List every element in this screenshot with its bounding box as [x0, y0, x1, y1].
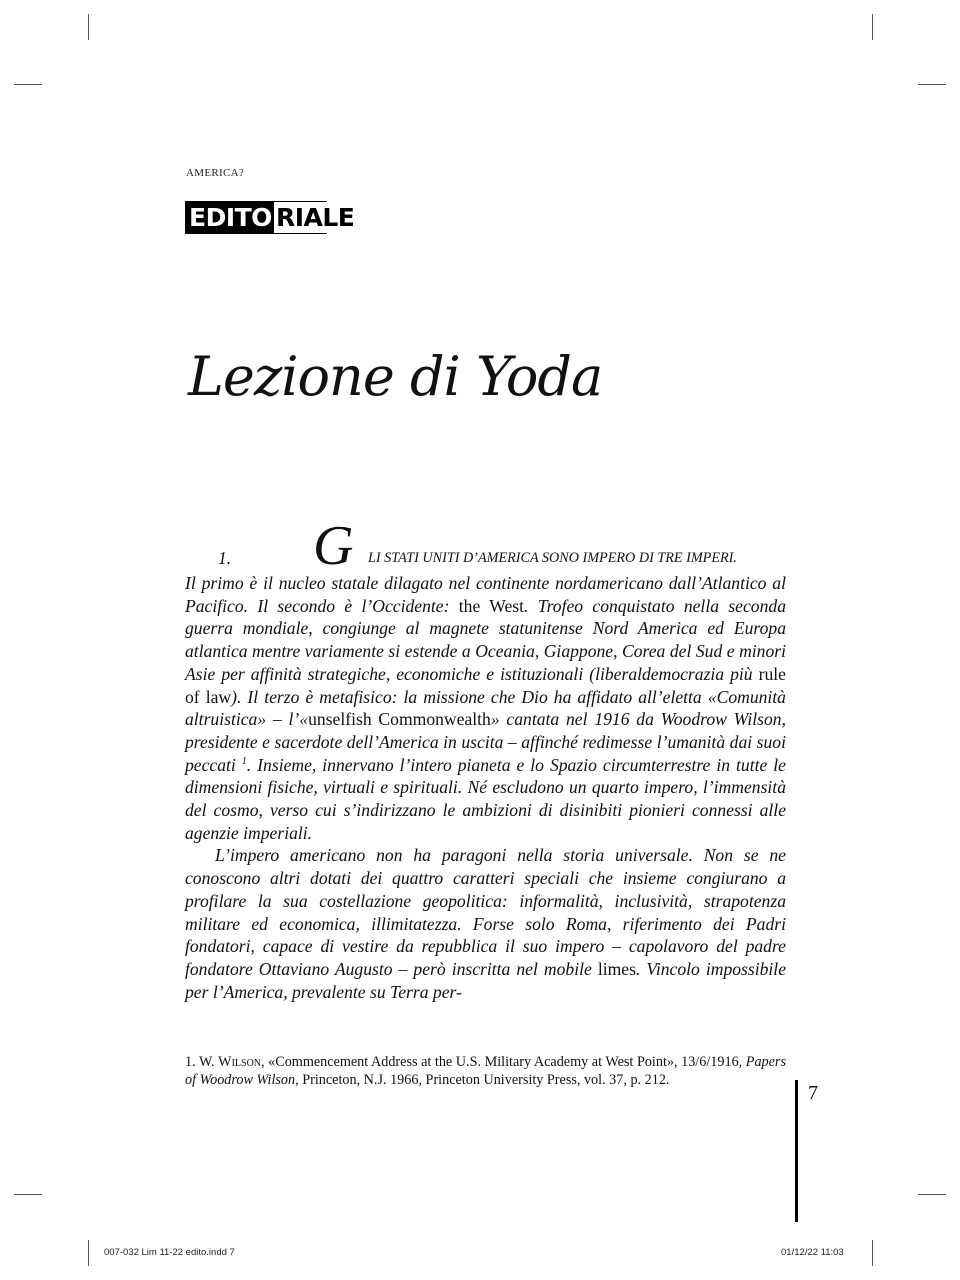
crop-mark [918, 1194, 946, 1195]
p2-text-1: L’impero americano non ha paragoni nella storia universale. Non se ne conoscono altri dotati dei quattro caratteri speciali che insieme congiurano a profilare la sua costellazione geopolitica: informalità, inclusività, strapotenza militare ed economica, illimitatezza. Forse solo Roma, riferimento dei Padri fondatori, capace di vestire da repubblica il suo impero – capolavoro del padre fondatore Ottaviano Augusto – però inscritta nel mobile [185, 845, 786, 979]
footnote-work: Papers of Woodrow Wilson [185, 1054, 786, 1088]
p1-text-4: » cantata nel 1916 da Woodrow Wilson, presidente e sacerdote dell’America in uscita – affinché redimesse l’umanità dai suoi peccati [185, 709, 786, 775]
article-body [185, 512, 786, 1003]
footnote-lead: 1. W. [185, 1054, 219, 1070]
article-title: Lezione di Yoda [188, 345, 603, 408]
editoriale-logo [185, 201, 355, 234]
opening-line [185, 512, 786, 577]
section-number: 1. [218, 548, 232, 569]
logo-light-part: RIALE [275, 203, 355, 232]
crop-mark [14, 1194, 42, 1195]
page-number-rule [795, 1080, 798, 1222]
footnote-text-2: , Princeton, N.J. 1966, Princeton University Press, vol. 37, p. 212. [295, 1071, 670, 1088]
p2-text-2: . Vincolo impossibile per l’America, prevalente su Terra per- [185, 958, 787, 1002]
p2-roman-1: limes [597, 958, 636, 979]
crop-mark [88, 14, 89, 40]
p1-roman-3: unselfish Commonwealth [308, 709, 491, 730]
drop-cap: G [313, 515, 354, 577]
p1-text-2: . Trofeo conquistato nella seconda guerra mondiale, congiunge al magnete statunitense Nord America ed Europa atlantica mentre variamente si estende a Oceania, Giappone, Corea del Sud e minori Asie per affinità strategiche, economiche e istituzionali (liberaldemocrazia più [185, 595, 786, 684]
opening-caps: LI STATI UNITI D’AMERICA SONO IMPERO DI TRE IMPERI. [368, 550, 737, 567]
footnote-ref[interactable]: 1 [241, 755, 247, 767]
page-number: 7 [808, 1082, 818, 1104]
running-head: AMERICA? [186, 167, 245, 179]
crop-mark [872, 14, 873, 40]
footnote-text-1: , «Commencement Address at the U.S. Military Academy at West Point», 13/6/1916, [261, 1054, 746, 1070]
p1-text-5: . Insieme, innervano l’intero pianeta e lo Spazio circumterrestre in tutte le dimensioni fisiche, virtuali e spirituali. Né escludono un quarto impero, l’immensità del cosmo, verso cui s’indirizzano le ambizioni di disinibiti pionieri connessi alle agenzie imperiali. [185, 754, 786, 843]
crop-mark [918, 84, 946, 85]
logo-dark-part: EDITO [186, 202, 274, 233]
p1-text-1: Il primo è il nucleo statale dilagato nel continente nordamericano dall’Atlantico al Pacifico. Il secondo è l’Occidente: [185, 573, 786, 616]
p1-text-3: ). Il terzo è metafisico: la missione che Dio ha affidato all’eletta «Comunità altruistica» – l’« [185, 686, 786, 730]
paragraph-2 [185, 844, 786, 1003]
footnote-author: Wilson [218, 1054, 262, 1070]
p1-roman-2: rule of law [185, 663, 786, 707]
slug-file-info: 007-032 Lim 11-22 edito.indd 7 [104, 1247, 235, 1258]
crop-mark [872, 1240, 873, 1266]
paragraph-1 [185, 572, 786, 844]
crop-mark [14, 84, 42, 85]
crop-mark [88, 1240, 89, 1266]
slug-date-time: 01/12/22 11:03 [781, 1247, 844, 1258]
footnote [185, 1054, 786, 1089]
p1-roman-1: the West [458, 595, 525, 616]
